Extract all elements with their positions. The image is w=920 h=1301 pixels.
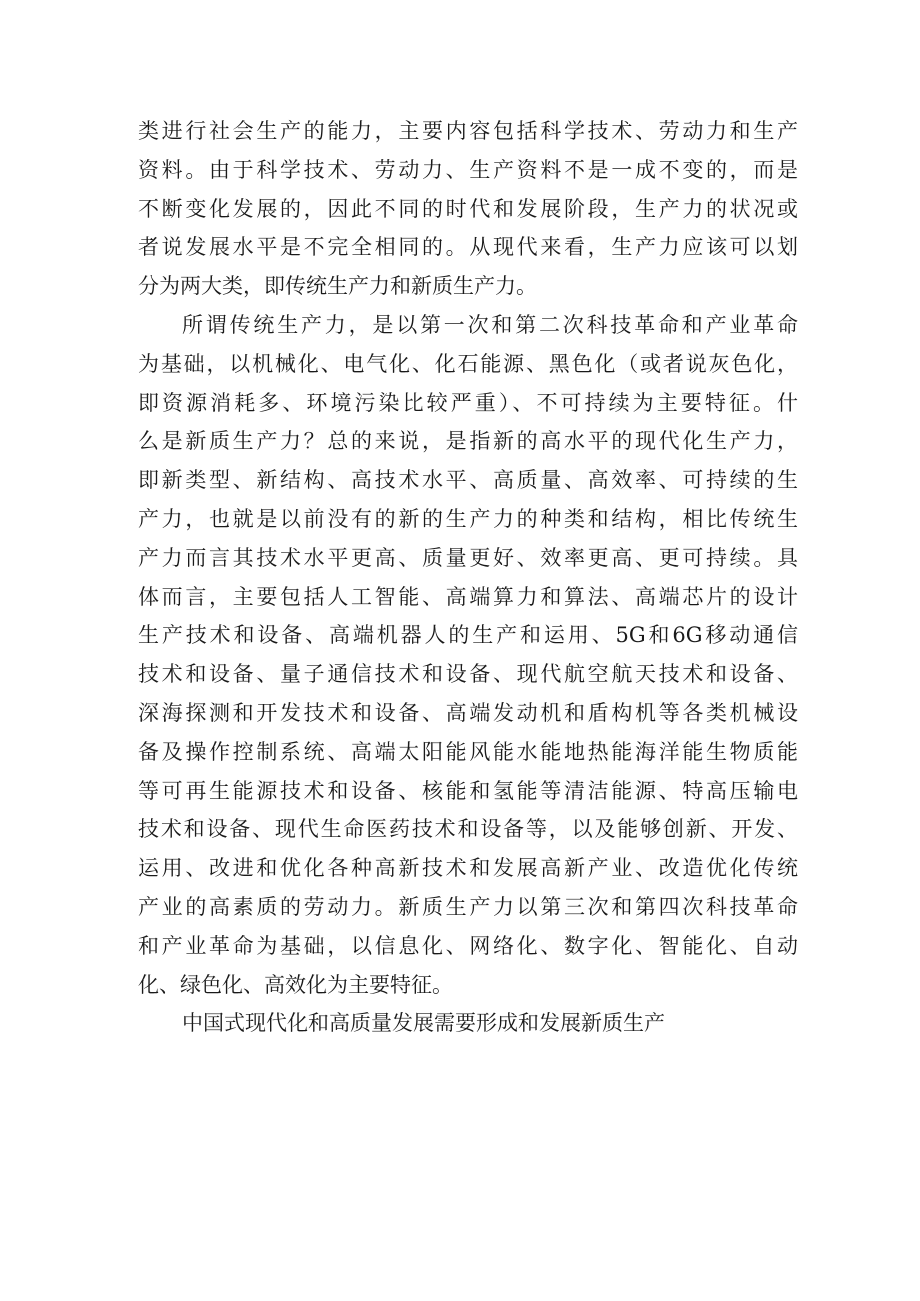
- paragraph-line: 类进行社会生产的能力，主要内容包括科学技术、劳动力和生产: [138, 119, 798, 143]
- paragraph-line: 化、绿色化、高效化为主要特征。: [138, 972, 453, 997]
- paragraph-line: 即新类型、新结构、高技术水平、高质量、高效率、可持续的生: [138, 468, 798, 493]
- paragraph-line: 深海探测和开发技术和设备、高端发动机和盾构机等各类机械设: [138, 700, 798, 725]
- document-body: [138, 112, 798, 1043]
- paragraph-line: 为基础，以机械化、电气化、化石能源、黑色化（或者说灰色化，: [138, 351, 798, 376]
- paragraph-line: 分为两大类，即传统生产力和新质生产力。: [138, 274, 537, 299]
- paragraph-line: 资料。由于科学技术、劳动力、生产资料不是一成不变的，而是: [138, 157, 798, 182]
- paragraph-line: 等可再生能源技术和设备、核能和氢能等清洁能源、特高压输电: [138, 778, 798, 803]
- paragraph-line: 产力，也就是以前没有的新的生产力的种类和结构，相比传统生: [138, 506, 798, 531]
- paragraph-line: 么是新质生产力？总的来说，是指新的高水平的现代化生产力，: [138, 429, 798, 454]
- paragraph-line: 产业的高素质的劳动力。新质生产力以第三次和第四次科技革命: [138, 894, 798, 919]
- paragraph-line: 所谓传统生产力，是以第一次和第二次科技革命和产业革命: [182, 312, 798, 337]
- paragraph-line: 产力而言其技术水平更高、质量更好、效率更高、更可持续。具: [138, 545, 798, 570]
- paragraph-2: [138, 306, 798, 1004]
- paragraph-line: 技术和设备、量子通信技术和设备、现代航空航天技术和设备、: [138, 662, 798, 687]
- paragraph-line: 体而言，主要包括人工智能、高端算力和算法、高端芯片的设计: [138, 584, 798, 609]
- paragraph-line: 和产业革命为基础，以信息化、网络化、数字化、智能化、自动: [138, 933, 798, 958]
- paragraph-line: 不断变化发展的，因此不同的时代和发展阶段，生产力的状况或: [138, 196, 798, 221]
- paragraph-line: 中国式现代化和高质量发展需要形成和发展新质生产: [182, 1011, 665, 1036]
- paragraph-line: 生产技术和设备、高端机器人的生产和运用、5G和6G移动通信: [138, 623, 798, 648]
- paragraph-3: [138, 1004, 798, 1043]
- paragraph-line: 备及操作控制系统、高端太阳能风能水能地热能海洋能生物质能: [138, 739, 798, 764]
- paragraph-line: 即资源消耗多、环境污染比较严重）、不可持续为主要特征。什: [138, 390, 798, 415]
- paragraph-line: 技术和设备、现代生命医药技术和设备等，以及能够创新、开发、: [138, 817, 798, 842]
- paragraph-line: 运用、改进和优化各种高新技术和发展高新产业、改造优化传统: [138, 856, 798, 881]
- paragraph-1: [138, 112, 798, 306]
- paragraph-line: 者说发展水平是不完全相同的。从现代来看，生产力应该可以划: [138, 235, 798, 260]
